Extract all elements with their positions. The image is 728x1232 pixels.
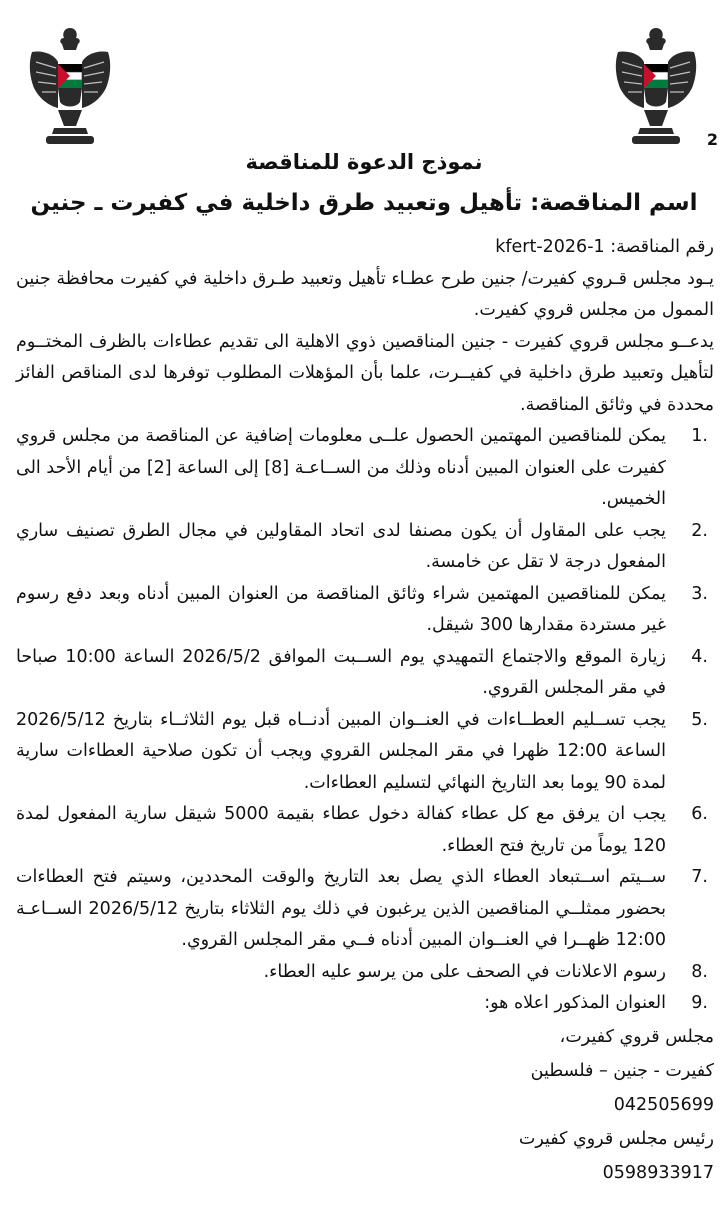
- address-line-2: كفيرت - جنين – فلسطين: [530, 1060, 714, 1081]
- list-item-number: 6.: [691, 804, 708, 824]
- intro-paragraph-2: يدعــو مجلس قروي كفيرت - جنين المناقصين ذوي الاهلية الى تقديم عطاءات بالظرف المختــوم لتأهيل وتعبيد طرق داخلية في كفيــرت، علما بأن المؤهلات المطلوب توفرها لدى المناقص الفائز محددة في وثائق المناقصة.: [16, 331, 714, 415]
- tender-number-value: kfert-2026-1: [495, 237, 605, 257]
- list-item-number: 2.: [691, 520, 708, 541]
- palestine-eagle-emblem-right-icon: [610, 22, 702, 150]
- list-item-number: 5.: [691, 709, 708, 730]
- address-line-1: مجلس قروي كفيرت،: [559, 1026, 714, 1047]
- list-item-text: ســيتم اســتبعاد العطاء الذي يصل بعد التاريخ والوقت المحددين، وسيتم فتح العطاءات بحضور ممثلــي المناقصين الذين يرغبون في ذلك يوم الثلاثاء بتاريخ 2026/5/12 الســاعـة 12:00 ظهــرا في العنــوان المبين أدناه فــي مقر المجلس القروي.: [16, 867, 666, 950]
- tender-number-label: رقم المناقصة:: [610, 237, 714, 257]
- list-item-text: يجب ان يرفق مع كل عطاء كفالة دخول عطاء بقيمة 5000 شيقل سارية المفعول لمدة 120 يوماً من تاريخ فتح العطاء.: [16, 804, 666, 856]
- list-item: [16, 705, 714, 800]
- conditions-list: [16, 421, 714, 1020]
- list-item-text: يمكن للمناقصين المهتمين الحصول علــى معلومات إضافية عن المناقصة من مجلس قروي كفيرت على العنوان المبين أدناه وذلك من الســاعـة [8] إلى الساعة [2] من أيام الأحد الى الخميس.: [16, 426, 666, 509]
- list-item-text: العنوان المذكور اعلاه هو:: [484, 993, 666, 1013]
- intro-paragraph-1: يـود مجلس قـروي كفيرت/ جنين طرح عطـاء تأهيل وتعبيد طـرق داخلية في كفيرت محافظة جنين الممول من مجلس قروي كفيرت.: [16, 268, 714, 320]
- list-item: [16, 799, 714, 862]
- list-item-number: 7.: [691, 867, 708, 887]
- list-item-number: 1.: [691, 426, 708, 446]
- signer-title: رئيس مجلس قروي كفيرت: [518, 1128, 714, 1149]
- page-corner-mark: 2: [706, 130, 718, 149]
- list-item: [16, 862, 714, 957]
- document-heading: نموذج الدعوة للمناقصة: [245, 150, 483, 174]
- list-item: [16, 957, 714, 989]
- list-item-number: 4.: [691, 646, 708, 667]
- list-item-text: يمكن للمناقصين المهتمين شراء وثائق المناقصة من العنوان المبين أدناه وبعد دفع رسوم غير مستردة مقدارها 300 شيقل.: [16, 583, 666, 635]
- tender-name-heading: اسم المناقصة: تأهيل وتعبيد طرق داخلية في كفيرت ـ جنين: [30, 190, 698, 216]
- list-item-text: زيارة الموقع والاجتماع التمهيدي يوم الســبت الموافق 2026/5/2 الساعة 10:00 صباحا في مقر المجلس القروي.: [16, 646, 666, 698]
- list-item: [16, 421, 714, 516]
- list-item-number: 8.: [691, 961, 708, 982]
- list-item: [16, 642, 714, 705]
- announcement-body: [16, 232, 714, 1192]
- list-item: [16, 579, 714, 642]
- signer-phone: 0598933917: [602, 1162, 714, 1183]
- list-item-number: 9.: [691, 993, 708, 1013]
- list-item: [16, 516, 714, 579]
- tender-number-line: [16, 232, 714, 264]
- palestine-eagle-emblem-left-icon: [24, 22, 116, 150]
- list-item-number: 3.: [691, 583, 708, 604]
- address-block: [16, 1022, 714, 1188]
- list-item-text: رسوم الاعلانات في الصحف على من يرسو عليه العطاء.: [263, 961, 666, 982]
- address-phone: 042505699: [613, 1094, 714, 1115]
- list-item-text: يجب تســليم العطــاءات في العنــوان المبين أدنــاه قبل يوم الثلاثــاء بتاريخ 2026/5/12 الساعة 12:00 ظهرا في مقر المجلس القروي ويجب أن تكون صلاحية العطاءات سارية لمدة 90 يوما بعد التاريخ النهائي لتسليم العطاءات.: [16, 709, 666, 793]
- list-item: [16, 988, 714, 1020]
- list-item-text: يجب على المقاول أن يكون مصنفا لدى اتحاد المقاولين في مجال الطرق تصنيف ساري المفعول درجة لا تقل عن خامسة.: [16, 520, 666, 572]
